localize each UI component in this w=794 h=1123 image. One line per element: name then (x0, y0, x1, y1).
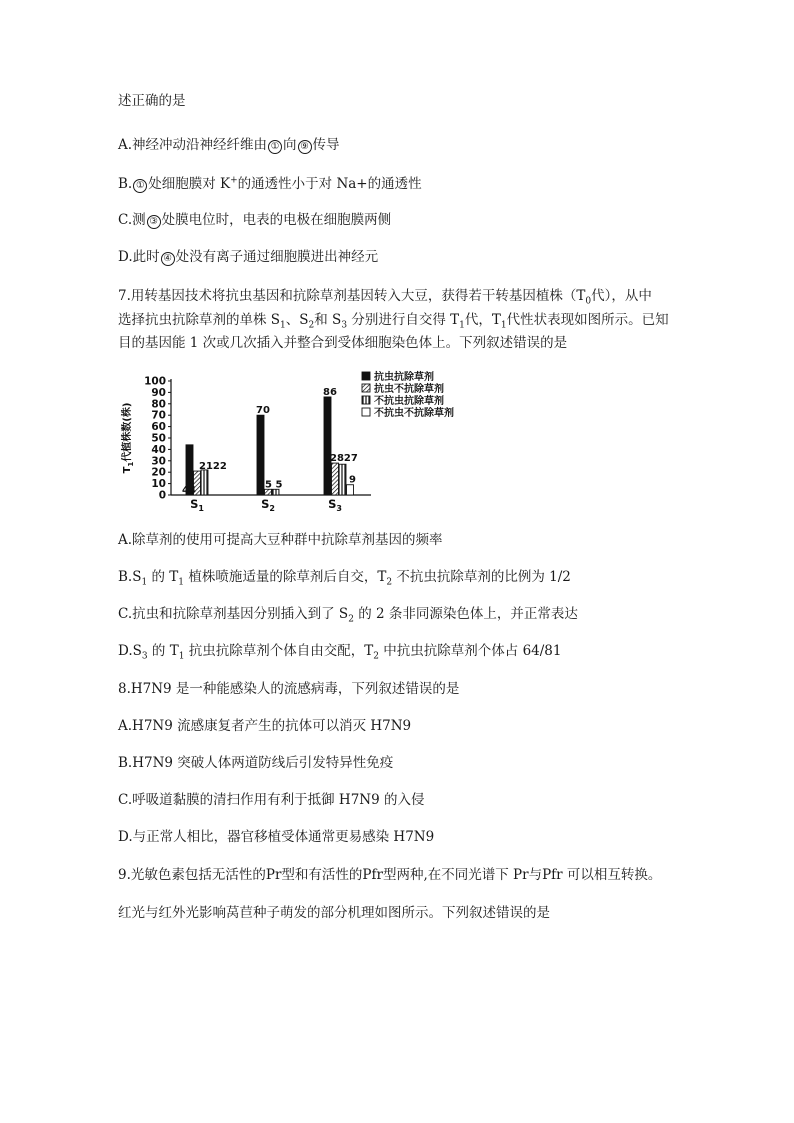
bar-s3-series-4 (347, 485, 354, 495)
legend-label-1: 抗虫抗除草剂 (374, 372, 434, 383)
subscript: 1 (178, 651, 185, 662)
text-line-q8-stem: 8.H7N9 是一种能感染人的流感病毒，下列叙述错误的是 (118, 681, 460, 697)
y-tick-label: 80 (151, 398, 166, 411)
text-run: 分别进行自交得 T (347, 312, 460, 328)
text-run: C.测 (118, 212, 146, 228)
subscript: 3 (141, 651, 148, 662)
text-line-q9-l2: 红光与红外光影响莴苣种子萌发的部分机理如图所示。下列叙述错误的是 (118, 905, 550, 921)
data-label: 5 5 (265, 479, 283, 491)
text-line-q6_tail: 述正确的是 (118, 93, 186, 109)
text-run: 7.用转基因技术将抗虫基因和抗除草剂基因转入大豆，获得若干转基因植株（T (118, 288, 586, 304)
legend-swatch-2 (362, 384, 370, 392)
circled-number: ⑨ (298, 140, 312, 154)
data-label: 9 (349, 474, 356, 486)
subscript: 2 (308, 320, 315, 331)
text-run: 选择抗虫抗除草剂的单株 S (118, 312, 281, 328)
text-line-q7-A: A.除草剂的使用可提高大豆种群中抗除草剂基因的频率 (118, 532, 443, 548)
data-label: 2827 (330, 453, 358, 465)
legend-label-4: 不抗虫不抗除草剂 (374, 408, 454, 419)
text-run: 代，T (464, 312, 501, 328)
subscript: 1 (178, 577, 185, 588)
y-tick-label: 70 (151, 409, 166, 422)
y-tick-label: 40 (151, 443, 166, 456)
x-tick-label-2: $S_2$ (261, 497, 275, 513)
subscript: 2 (348, 614, 354, 625)
subscript: 1 (459, 320, 465, 331)
superscript: + (230, 175, 238, 186)
text-run: 和 S (314, 312, 342, 328)
data-label: 2122 (199, 461, 227, 473)
text-line-q6-D (118, 248, 378, 266)
text-run: B. (118, 176, 133, 192)
data-label: 70 (256, 405, 270, 417)
text-run: 处没有离子通过细胞膜进出神经元 (175, 249, 379, 265)
circled-number: ① (133, 179, 147, 193)
text-line-q8-C: C.呼吸道黏膜的清扫作用有利于抵御 H7N9 的入侵 (118, 792, 425, 808)
subscript: 0 (585, 296, 592, 307)
subscript: 2 (373, 651, 379, 662)
text-run: 代），从中 (591, 288, 652, 304)
legend-swatch-3 (362, 396, 370, 404)
text-run: 、S (285, 312, 309, 328)
text-run: 处膜电位时，电表的电极在细胞膜两侧 (161, 212, 392, 228)
text-run: 的 T (147, 569, 179, 585)
text-line-q9-l1: 9.光敏色素包括无活性的Pr型和有活性的Pfr型两种,在不同光谱下 Pr与Pfr 可以相互转换。 (118, 867, 662, 883)
text-run: D.S (118, 643, 142, 659)
text-run: 传导 (312, 137, 340, 153)
text-run: C.抗虫和抗除草剂基因分别插入到了 S (118, 606, 349, 622)
text-line-q6-A (118, 136, 340, 154)
x-tick-label-3: $S_3$ (328, 497, 342, 513)
text-run: 的通透性小于对 Na+的通透性 (237, 176, 422, 192)
y-tick-label: 20 (151, 466, 166, 479)
y-tick-label: 30 (151, 455, 166, 468)
text-line-q7-B (118, 568, 571, 586)
bar-s3-series-2 (332, 463, 339, 495)
y-tick-label: 0 (158, 489, 166, 502)
text-run: 植株喷施适量的除草剂后自交，T (184, 569, 387, 585)
subscript: 1 (280, 320, 286, 331)
legend-label-3: 不抗虫抗除草剂 (374, 396, 444, 407)
data-label: 86 (323, 386, 337, 398)
text-line-q7-D (118, 642, 561, 660)
legend-swatch-1 (362, 372, 370, 380)
text-run: 代性状表现如图所示。已知 (506, 312, 669, 328)
text-run: 的 2 条非同源染色体上，并正常表达 (353, 606, 578, 622)
subscript: 1 (141, 577, 148, 588)
text-line-q7-l2 (118, 311, 669, 329)
data-label: 44 (182, 485, 196, 496)
legend-swatch-4 (362, 408, 370, 416)
y-tick-label: 50 (151, 432, 166, 445)
y-axis-label: $T_1$代植株数(株) (122, 402, 135, 474)
circled-number: ④ (161, 252, 175, 266)
text-run: D.此时 (118, 249, 160, 265)
bar-s2-series-1 (257, 415, 264, 495)
text-run: A.神经冲动沿神经纤维由 (118, 137, 268, 153)
y-tick-label: 90 (151, 386, 166, 399)
text-line-q7-l1 (118, 287, 652, 305)
x-tick-label-1: $S_1$ (190, 497, 204, 513)
text-run: 中抗虫抗除草剂个体占 64/81 (378, 643, 562, 659)
bar-s3-series-1 (324, 397, 331, 495)
subscript: 2 (386, 577, 393, 588)
text-run: 的 T (147, 643, 179, 659)
circled-number: ③ (147, 215, 161, 229)
subscript: 1 (500, 320, 507, 331)
text-line-q7-C (118, 605, 578, 623)
text-run: 不抗虫抗除草剂的比例为 1/2 (392, 569, 571, 585)
t1-bar-chart (116, 366, 476, 518)
text-run: B.S (118, 569, 142, 585)
text-run: 抗虫抗除草剂个体自由交配，T (184, 643, 374, 659)
text-line-q6-B (118, 175, 422, 193)
bar-s1-series-3 (201, 470, 208, 495)
y-tick-label: 100 (144, 375, 166, 388)
text-line-q8-B: B.H7N9 突破人体两道防线后引发特异性免疫 (118, 755, 394, 771)
bar-s3-series-3 (339, 464, 346, 495)
y-tick-label: 10 (151, 478, 166, 491)
subscript: 3 (341, 320, 348, 331)
legend-label-2: 抗虫不抗除草剂 (374, 384, 444, 395)
text-line-q6-C (118, 211, 391, 229)
text-run: 向 (283, 137, 297, 153)
y-tick-label: 60 (151, 421, 166, 434)
circled-number: ① (268, 140, 282, 154)
text-line-q7-l3: 目的基因能 1 次或几次插入并整合到受体细胞染色体上。下列叙述错误的是 (118, 335, 568, 351)
text-line-q8-A: A.H7N9 流感康复者产生的抗体可以消灭 H7N9 (118, 718, 412, 734)
text-line-q8-D: D.与正常人相比，器官移植受体通常更易感染 H7N9 (118, 829, 435, 845)
text-run: 处细胞膜对 K (148, 176, 231, 192)
